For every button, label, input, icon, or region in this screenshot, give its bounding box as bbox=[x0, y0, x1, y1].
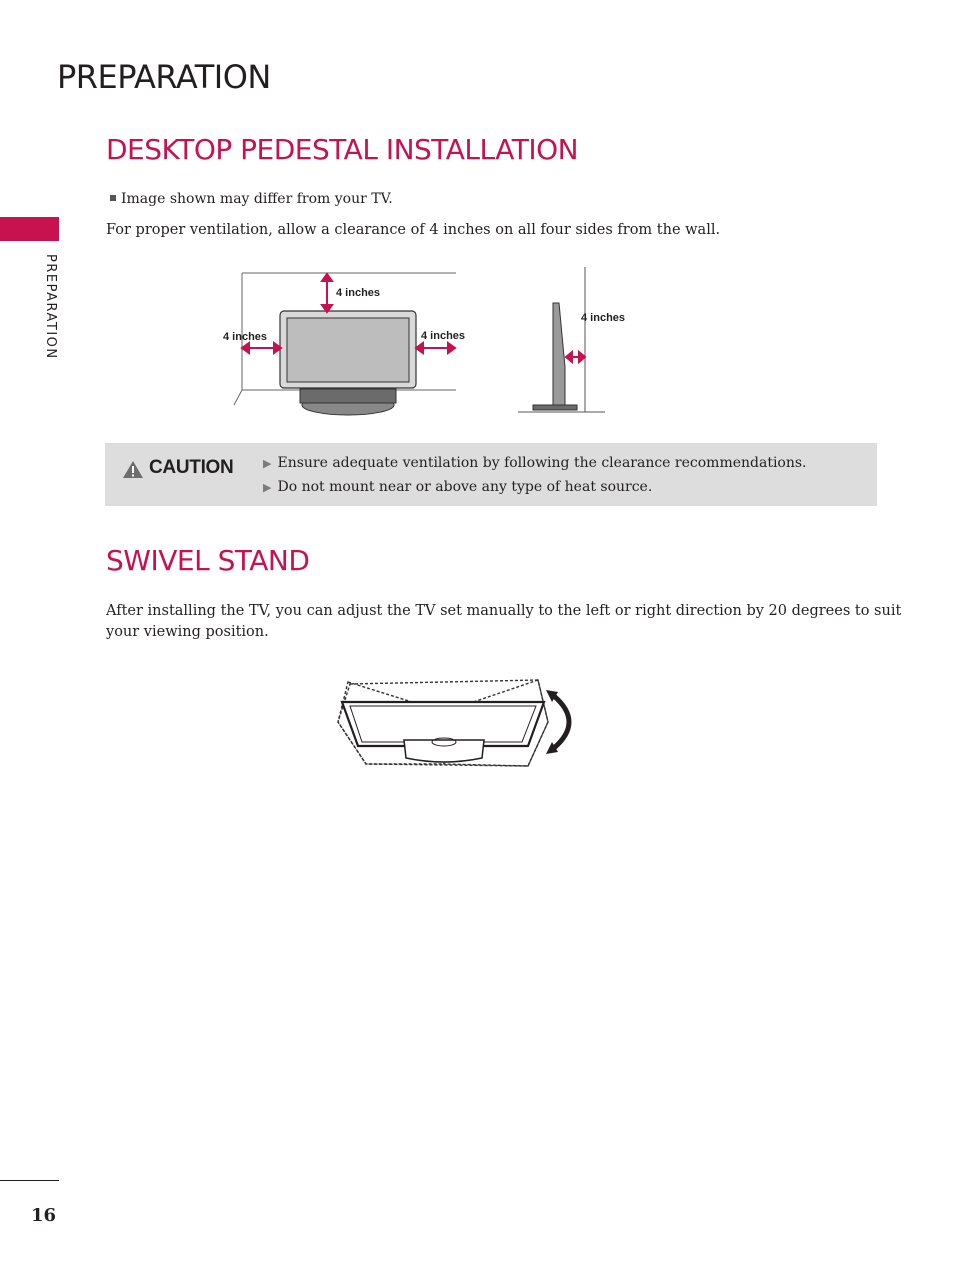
ventilation-text: For proper ventilation, allow a clearance of 4 inches on all four sides from the wall. bbox=[106, 222, 721, 238]
front-clearance-diagram bbox=[223, 265, 468, 415]
swivel-text-line-2: your viewing position. bbox=[106, 624, 269, 640]
bullet-square-icon bbox=[110, 195, 116, 201]
tv-top-stand bbox=[404, 740, 484, 762]
swivel-stand-diagram bbox=[332, 670, 582, 775]
swivel-text-line-1: After installing the TV, you can adjust the TV set manually to the left or right direction by 20 degrees to suit bbox=[106, 603, 902, 619]
caution-item: ▶ Ensure adequate ventilation by following the clearance recommendations. bbox=[263, 455, 807, 471]
triangle-bullet-icon: ▶ bbox=[263, 481, 272, 494]
desktop-section-title: DESKTOP PEDESTAL INSTALLATION bbox=[106, 133, 579, 166]
side-tab-label: PREPARATION bbox=[43, 254, 58, 360]
tv-side-body bbox=[553, 303, 565, 405]
top-clearance-arrow bbox=[322, 274, 332, 312]
caution-item: ▶ Do not mount near or above any type of heat source. bbox=[263, 479, 653, 495]
triangle-bullet-icon: ▶ bbox=[263, 457, 272, 470]
image-note-text: Image shown may differ from your TV. bbox=[121, 191, 393, 207]
side-clearance-diagram bbox=[515, 265, 635, 415]
left-clearance-arrow bbox=[242, 343, 281, 353]
side-clearance-arrow bbox=[566, 352, 585, 362]
left-clearance-label: 4 inches bbox=[223, 331, 268, 343]
swivel-section-title: SWIVEL STAND bbox=[106, 544, 310, 577]
page-header-title: PREPARATION bbox=[57, 58, 271, 96]
footer-rule bbox=[0, 1180, 59, 1181]
caution-box bbox=[105, 443, 877, 506]
caution-title: CAUTION bbox=[149, 457, 234, 478]
right-clearance-label: 4 inches bbox=[421, 330, 466, 342]
side-tab-marker bbox=[0, 217, 59, 241]
side-clearance-label: 4 inches bbox=[581, 312, 626, 324]
right-clearance-arrow bbox=[416, 343, 455, 353]
top-clearance-label: 4 inches bbox=[336, 287, 381, 299]
page-number: 16 bbox=[31, 1205, 57, 1226]
tv-front-screen bbox=[287, 318, 409, 382]
tv-side-stand bbox=[533, 405, 577, 410]
rotation-arrow-icon bbox=[554, 696, 569, 748]
image-note bbox=[110, 191, 393, 207]
